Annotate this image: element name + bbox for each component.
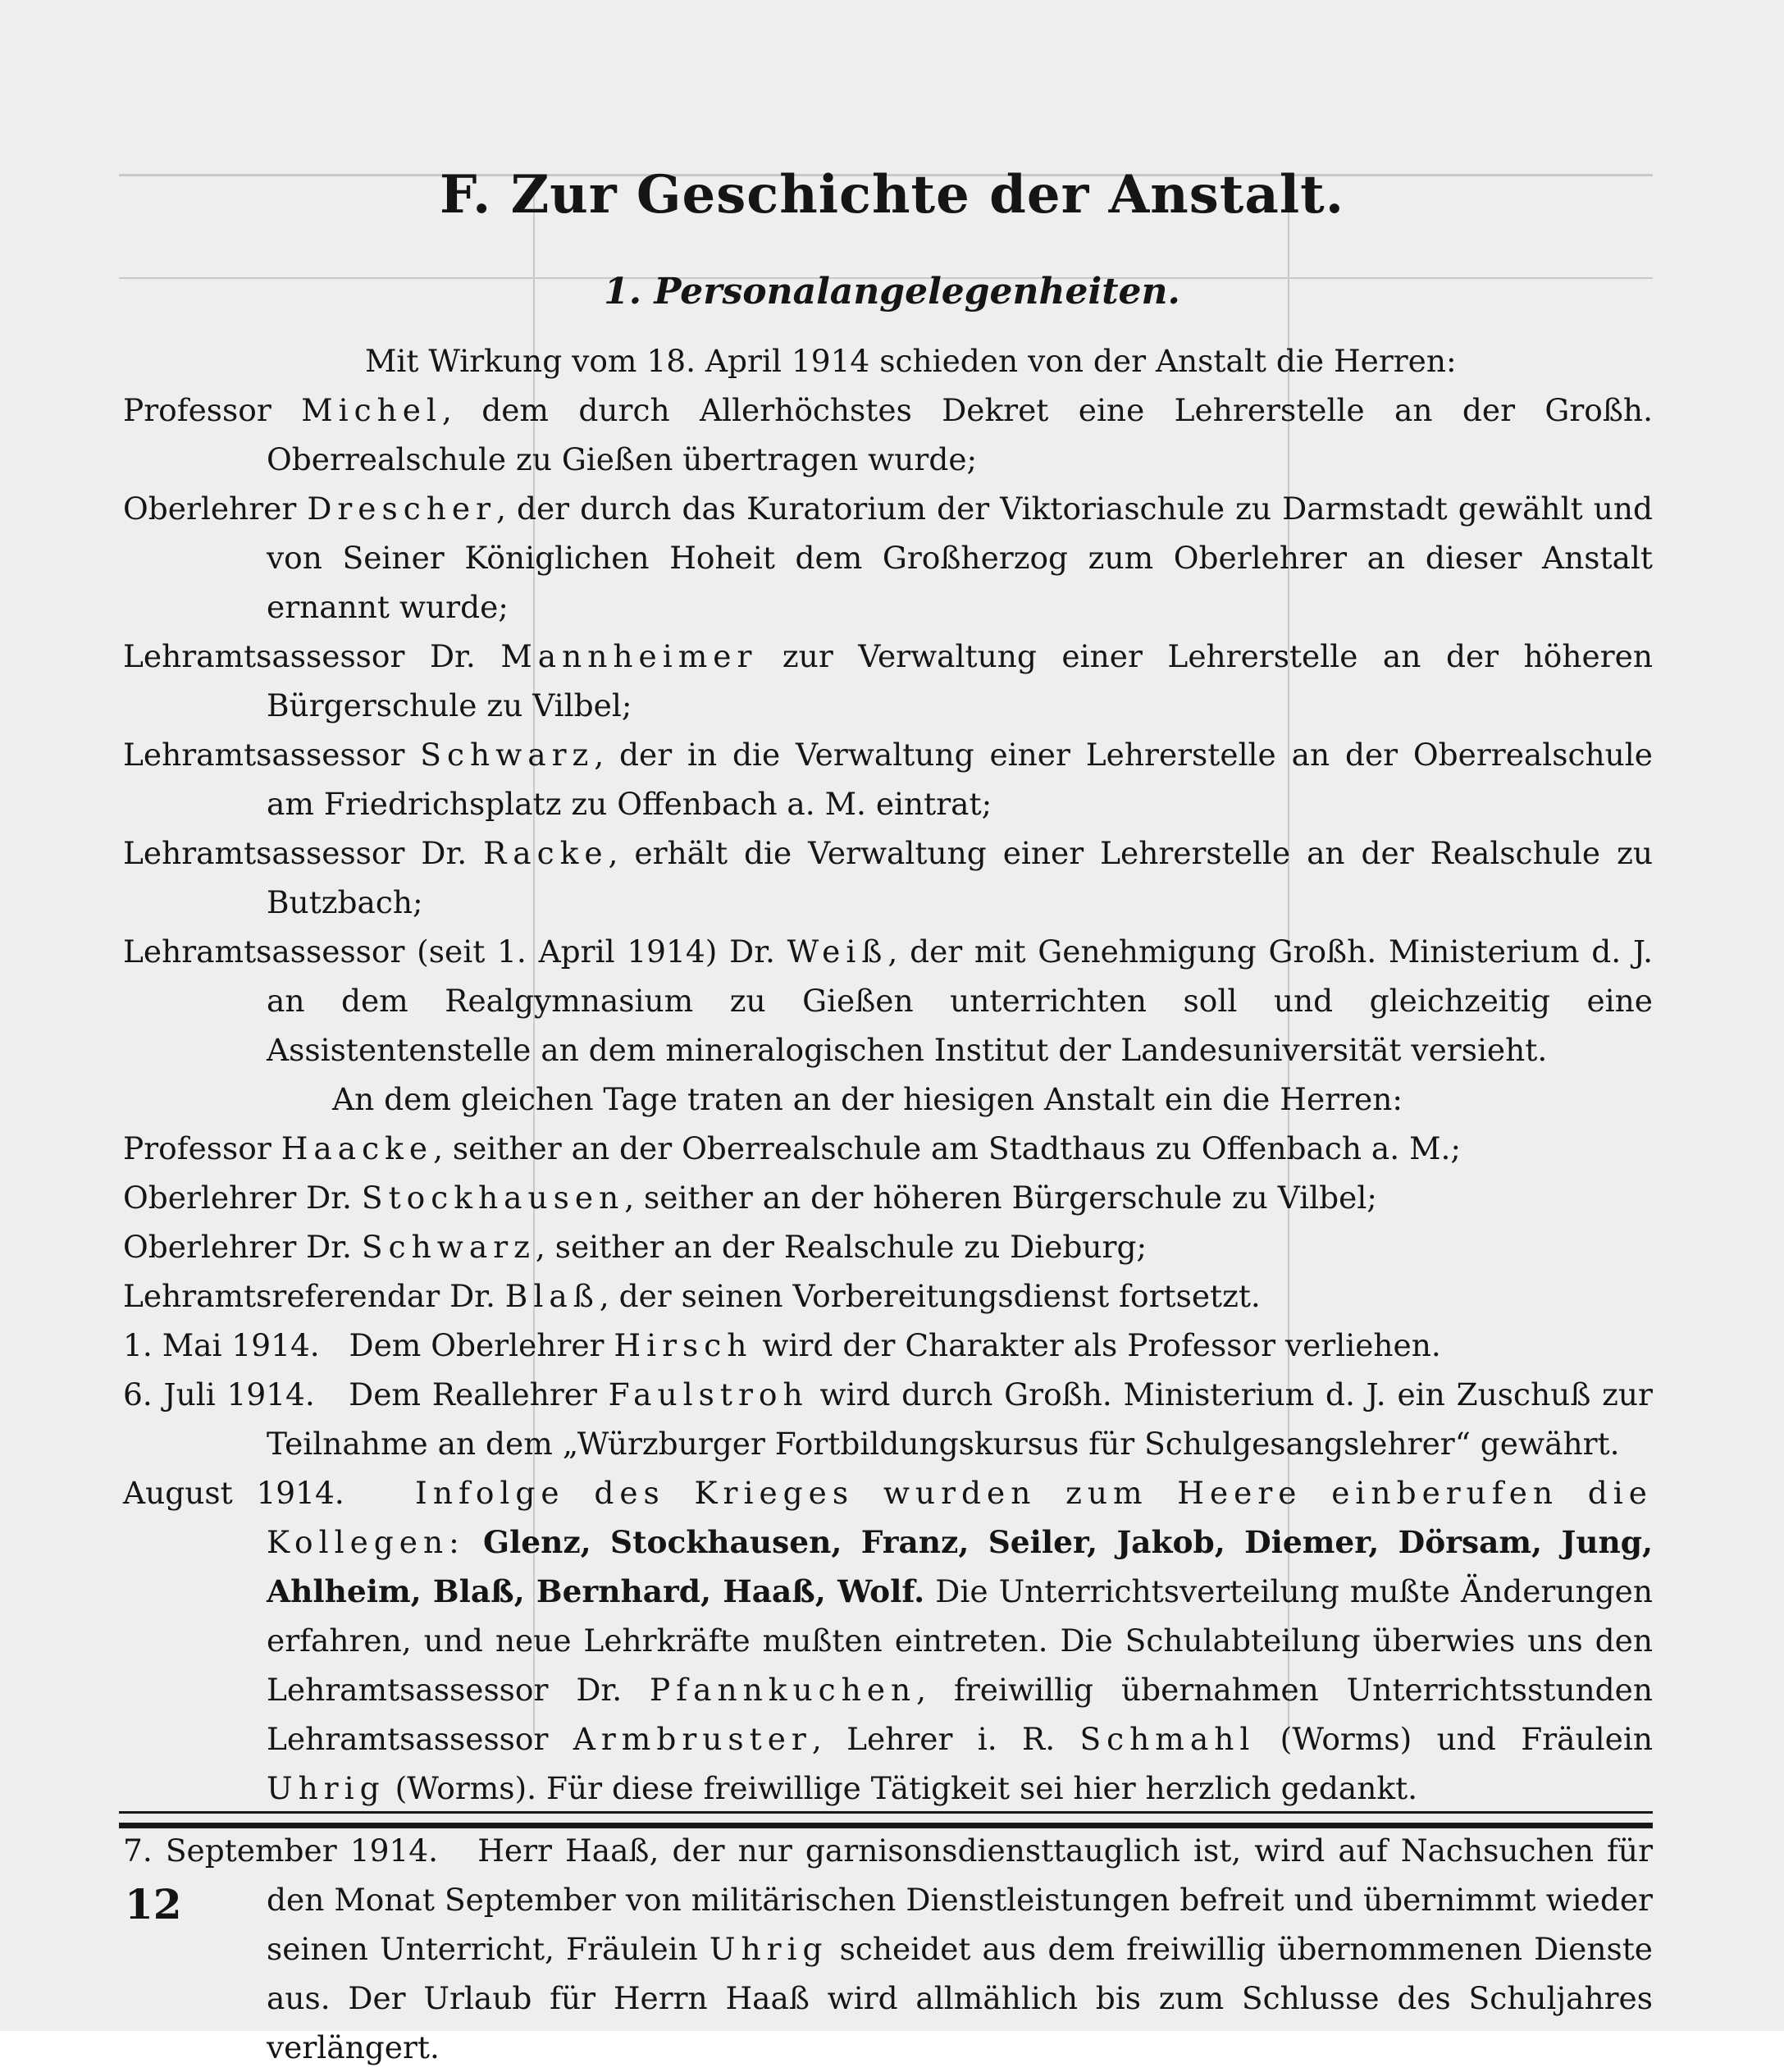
paragraph bbox=[123, 927, 1653, 1075]
person-name: Blaß bbox=[504, 1278, 600, 1314]
text-span: Lehramtsassessor Dr. bbox=[123, 835, 484, 871]
section-heading: 1. Personalangelegenheiten. bbox=[604, 271, 1180, 313]
person-name: Racke bbox=[483, 835, 609, 871]
person-name: Weiß bbox=[787, 933, 888, 970]
text-span: , seither an der höheren Bürgerschule zu Vilbel; bbox=[624, 1180, 1377, 1216]
person-name: Schwarz bbox=[420, 737, 595, 773]
person-name: Drescher bbox=[307, 491, 497, 527]
text-span: , der durch das Kuratorium der Viktoriaschule zu Darmstadt gewählt und von Seiner Königlichen Hoheit dem Großherzog zum Oberlehrer an dieser Anstalt ernannt wurde; bbox=[267, 491, 1654, 625]
text-span: , freiwillig übernahmen Unterrichtsstunden Lehramtsassessor bbox=[267, 1672, 1653, 1757]
paragraph: An dem gleichen Tage traten an der hiesigen Anstalt ein die Herren: bbox=[332, 1081, 1403, 1117]
text-span: , der nur garnisonsdiensttauglich ist, wird auf Nachsuchen für den Monat September von militärischen Dienstleistungen befreit und übernimmt wieder seinen Unterricht, Fräulein bbox=[267, 1832, 1653, 1967]
paragraph bbox=[123, 1124, 1653, 1173]
page-number: 12 bbox=[125, 1880, 182, 1928]
text-span: Professor bbox=[123, 1130, 281, 1166]
person-name: Haaß bbox=[565, 1832, 650, 1869]
paragraph bbox=[123, 730, 1653, 828]
text-span: , erhält die Verwaltung einer Lehrerstelle an der Realschule zu Butzbach; bbox=[267, 835, 1653, 920]
paragraph bbox=[123, 1370, 1653, 1468]
person-name: Schmahl bbox=[1079, 1721, 1256, 1757]
text-span: wird durch Großh. Ministerium d. J. ein Zuschuß zur Teilnahme an dem „Würzburger Fortbildungskursus für Schulgesangslehrer“ gewährt. bbox=[267, 1376, 1653, 1462]
person-name: Uhrig bbox=[267, 1770, 386, 1806]
text-span: (Worms) und Fräulein bbox=[1255, 1721, 1653, 1757]
paragraph bbox=[123, 484, 1653, 632]
person-name: Uhrig bbox=[709, 1931, 828, 1967]
person-name: Haacke bbox=[281, 1130, 434, 1166]
person-name: Michel bbox=[301, 392, 442, 428]
paragraph bbox=[123, 828, 1653, 927]
text-span: Oberlehrer bbox=[123, 491, 308, 527]
paragraph bbox=[123, 386, 1653, 484]
text-span: Professor bbox=[123, 392, 302, 428]
paragraph: Mit Wirkung vom 18. April 1914 schieden von der Anstalt die Herren: bbox=[365, 343, 1457, 379]
person-name: Hirsch bbox=[614, 1327, 753, 1363]
text-span: Die Unterrichtsverteilung mußte Änderungen erfahren, und neue Lehrkräfte mußten eintreten. Die Schulabteilung überwies uns den Lehramtsassessor Dr. bbox=[267, 1573, 1653, 1708]
text-span: , seither an der Realschule zu Dieburg; bbox=[535, 1229, 1148, 1265]
entry-date: 7. September 1914. bbox=[123, 1832, 439, 1869]
person-name: Stockhausen bbox=[361, 1180, 625, 1216]
paragraph bbox=[123, 1271, 1653, 1321]
text-span: Dem Reallehrer bbox=[349, 1376, 609, 1413]
person-name: Pfannkuchen bbox=[650, 1672, 917, 1708]
text-span: Oberlehrer Dr. bbox=[123, 1229, 362, 1265]
text-span: , dem durch Allerhöchstes Dekret eine Lehrerstelle an der Großh. Oberrealschule zu Gießen übertragen wurde; bbox=[267, 392, 1654, 477]
person-name: Mannheimer bbox=[500, 638, 758, 674]
paragraph bbox=[123, 1173, 1653, 1222]
paragraph bbox=[123, 1222, 1653, 1271]
text-span: , der seinen Vorbereitungsdienst fortsetzt. bbox=[599, 1278, 1261, 1314]
paragraph bbox=[123, 632, 1653, 730]
person-name: Armbruster bbox=[573, 1721, 812, 1757]
entry-date: August 1914. bbox=[123, 1475, 344, 1511]
text-span: Lehramtsassessor bbox=[123, 737, 421, 773]
footer-rule-thin bbox=[119, 1811, 1653, 1814]
text-span: Lehramtsassessor Dr. bbox=[123, 638, 501, 674]
text-span: , der mit Genehmigung Großh. Ministerium d. J. an dem Realgymnasium zu Gießen unterrichten soll und gleichzeitig eine Assistentenstelle an dem mineralogischen Institut der Landesuniversität versieht. bbox=[267, 933, 1654, 1068]
text-span: Dem Oberlehrer bbox=[349, 1327, 614, 1363]
paragraph bbox=[123, 1321, 1653, 1370]
text-span: wird der Charakter als Professor verliehen. bbox=[752, 1327, 1441, 1363]
text-span: , der in die Verwaltung einer Lehrerstelle an der Oberrealschule am Friedrichsplatz zu Offenbach a. M. eintrat; bbox=[267, 737, 1653, 822]
text-span: zur Verwaltung einer Lehrerstelle an der höheren Bürgerschule zu Vilbel; bbox=[267, 638, 1653, 723]
text-span: Lehramtsreferendar Dr. bbox=[123, 1278, 505, 1314]
page-title: F. Zur Geschichte der Anstalt. bbox=[440, 164, 1344, 226]
names-list: Glenz, Stockhausen, Franz, Seiler, Jakob, Diemer, Dörsam, Jung, Ahlheim, Blaß, Bernhard, Haaß, Wolf. bbox=[267, 1524, 1654, 1609]
text-span: (Worms). Für diese freiwillige Tätigkeit sei hier herzlich gedankt. bbox=[385, 1770, 1418, 1806]
person-name: Faulstroh bbox=[608, 1376, 809, 1413]
text-span: , seither an der Oberrealschule am Stadthaus zu Offenbach a. M.; bbox=[433, 1130, 1462, 1166]
text-span: Infolge des Krieges wurden zum Heere einberufen die Kollegen: bbox=[267, 1475, 1653, 1560]
text-span: Lehramtsassessor (seit 1. April 1914) Dr. bbox=[123, 933, 787, 970]
text-span: scheidet aus dem freiwillig übernommenen Dienste aus. Der Urlaub für Herrn Haaß wird allmählich bis zum Schlusse des Schuljahres verlängert. bbox=[267, 1931, 1654, 2065]
entry-date: 6. Juli 1914. bbox=[123, 1376, 315, 1413]
paragraph bbox=[123, 1826, 1653, 2072]
person-name: Schwarz bbox=[361, 1229, 536, 1265]
footer-rule-thick bbox=[119, 1823, 1653, 1828]
paragraph bbox=[123, 1468, 1653, 1813]
entry-date: 1. Mai 1914. bbox=[123, 1327, 320, 1363]
text-span: Herr bbox=[477, 1832, 566, 1869]
text-span: Oberlehrer Dr. bbox=[123, 1180, 362, 1216]
text-span: , Lehrer i. R. bbox=[811, 1721, 1080, 1757]
